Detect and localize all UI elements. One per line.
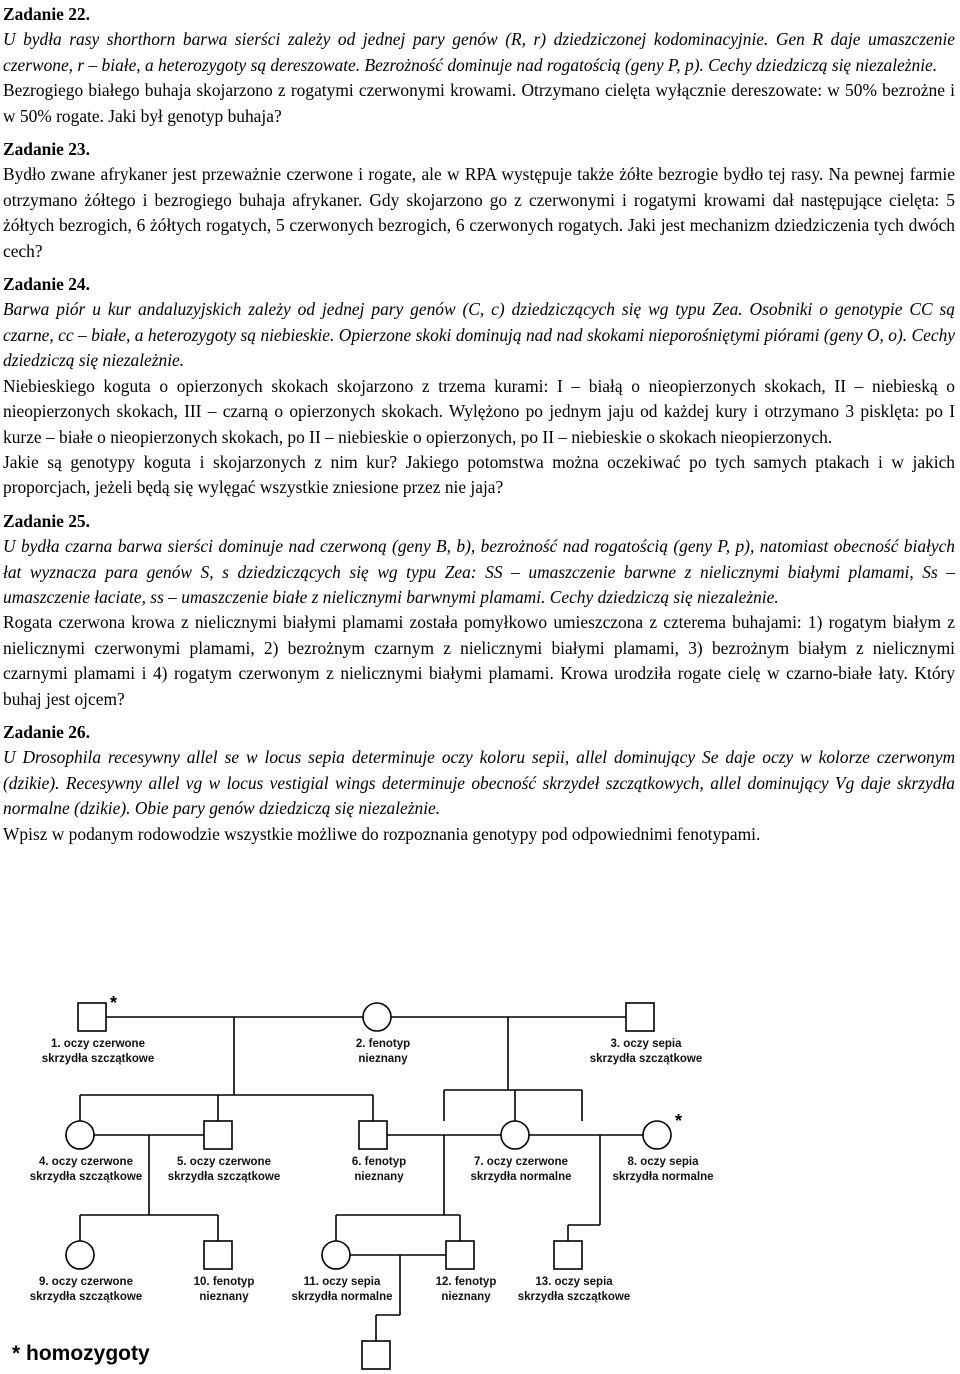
pedigree-label-line1: 9. oczy czerwone	[39, 1276, 133, 1288]
pedigree-label-line1: 7. oczy czerwone	[474, 1156, 568, 1168]
task-intro-paragraph: U bydła rasy shorthorn barwa sierści zależy od jednej pary genów (R, r) dziedziczonej kodominacyjnie. Gen R daje umaszczenie czerwone, r – białe, a heterozygoty są dereszowate. Bezrożność dominuje nad rogatością (geny P, p). Cechy dziedziczą się niezależnie.	[3, 29, 955, 75]
pedigree-individual-8	[643, 1121, 671, 1149]
pedigree-label-line1: 2. fenotyp	[355, 1038, 411, 1050]
pedigree-individual-2	[363, 1003, 391, 1031]
task-title: Zadanie 26.	[3, 721, 90, 742]
pedigree-label-line1: 4. oczy czerwone	[39, 1156, 133, 1168]
pedigree-individual-4	[66, 1121, 94, 1149]
pedigree-individual-13	[554, 1241, 582, 1269]
pedigree-individual-10	[204, 1241, 232, 1269]
pedigree-label-line1: 6. fenotyp	[351, 1156, 407, 1168]
pedigree-label-line1: 11. oczy sepia	[303, 1276, 381, 1288]
pedigree-label-line2: skrzydła normalne	[612, 1171, 714, 1183]
pedigree-individual-9	[66, 1241, 94, 1269]
task-intro-paragraph: U Drosophila recesywny allel se w locus sepia determinuje oczy koloru sepii, allel dominujący Se daje oczy w kolorze czerwonym (dzikie). Recesywny allel vg w locus vestigial wings determinuje obecność skrzydeł szczątkowych, allel dominujący Vg daje skrzydła normalne (dzikie). Obie pary genów dziedziczą się niezależnie.	[3, 747, 955, 819]
pedigree-individual-5	[204, 1121, 232, 1149]
task-paragraph: Niebieskiego koguta o opierzonych skokach skojarzono z trzema kurami: I – białą o nieopierzonych skokach, II – niebieską o nieopierzonych skokach, III – czarną o opierzonych skokach. Wylężono po jednym jaju od każdej kury i otrzymano 3 pisklęta: po I kurze – białe o nieopierzonych skokach, po II – niebieskie o opierzonych, po II – niebieskie o skokach nieopierzonych.	[3, 375, 955, 447]
pedigree-label-line2: skrzydła szczątkowe	[41, 1053, 155, 1065]
pedigree-label-line2: nieznany	[441, 1291, 491, 1303]
homozygote-marker: *	[110, 993, 118, 1013]
pedigree-label-line2: skrzydła szczątkowe	[167, 1171, 281, 1183]
pedigree-individual-11	[322, 1241, 350, 1269]
task-paragraph: Rogata czerwona krowa z nielicznymi białymi plamami została pomyłkowo umieszczona z czterema buhajami: 1) rogatym białym z nielicznymi czerwonymi plamami, 2) bezrożnym czarnym z nielicznymi białymi plamami, 3) bezrożnym białym z nielicznymi czarnymi plamami i 4) rogatym czerwonym z nielicznymi białymi plamami. Krowa urodziła rogate cielę w czarno-białe łaty. Który buhaj jest ojcem?	[3, 612, 955, 709]
pedigree-label-line1: 10. fenotyp	[193, 1276, 255, 1288]
task-title: Zadanie 25.	[3, 510, 90, 531]
pedigree-label-line1: 12. fenotyp	[435, 1276, 497, 1288]
pedigree-label-line1: 5. oczy czerwone	[177, 1156, 271, 1168]
task-title: Zadanie 23.	[3, 139, 90, 160]
pedigree-individual-1	[78, 1003, 106, 1031]
pedigree-diagram	[0, 955, 960, 1374]
pedigree-label-line2: skrzydła szczątkowe	[29, 1171, 143, 1183]
pedigree-label-line2: nieznany	[199, 1291, 249, 1303]
pedigree-legend: * homozygoty	[12, 1342, 150, 1365]
task-title: Zadanie 22.	[3, 4, 90, 24]
task-intro-paragraph: U bydła czarna barwa sierści dominuje nad czerwoną (geny B, b), bezrożność nad rogatością (geny P, p), natomiast obecność białych łat wyznacza para genów S, s dziedziczących się wg typu Zea: SS – umaszczenie barwne z nielicznymi białymi plamami, Ss – umaszczenie łaciate, ss – umaszczenie białe z nielicznymi barwnymi plamami. Cechy dziedziczą się niezależnie.	[3, 536, 955, 607]
pedigree-individual-6	[359, 1121, 387, 1149]
pedigree-label-line2: skrzydła szczątkowe	[517, 1291, 631, 1303]
pedigree-label-line1: 13. oczy sepia	[535, 1276, 613, 1288]
task-title: Zadanie 24.	[3, 274, 90, 295]
pedigree-label-line2: skrzydła normalne	[470, 1171, 572, 1183]
pedigree-label-line2: nieznany	[358, 1053, 408, 1065]
homozygote-marker: *	[675, 1111, 683, 1131]
pedigree-individual-7	[501, 1121, 529, 1149]
pedigree-label-line2: skrzydła normalne	[291, 1291, 393, 1303]
pedigree-individual-14	[362, 1341, 390, 1369]
pedigree-individual-12	[446, 1241, 474, 1269]
pedigree-label-line2: skrzydła szczątkowe	[29, 1291, 143, 1303]
pedigree-label-line2: nieznany	[354, 1171, 404, 1183]
pedigree-label-line2: skrzydła szczątkowe	[589, 1053, 703, 1065]
pedigree-label-line1: 1. oczy czerwone	[51, 1038, 145, 1050]
task-intro-paragraph: Barwa piór u kur andaluzyjskich zależy od jednej pary genów (C, c) dziedziczących się wg typu Zea. Osobniki o genotypie CC są czarne, cc – białe, a heterozygoty są niebieskie. Opierzone skoki dominują nad nad skokami nieporośniętymi piórami (geny O, o). Cechy dziedziczą się niezależnie.	[3, 299, 955, 371]
pedigree-individual-3	[626, 1003, 654, 1031]
task-paragraph: Wpisz w podanym rodowodzie wszystkie możliwe do rozpoznania genotypy pod odpowiednimi fenotypami.	[3, 823, 761, 844]
pedigree-label-line1: 3. oczy sepia	[610, 1038, 682, 1050]
task-paragraph: Bydło zwane afrykaner jest przeważnie czerwone i rogate, ale w RPA występuje także żółte bezrogie bydło tej rasy. Na pewnej farmie otrzymano żółtego i bezrogiego buhaja afrykaner. Gdy skojarzono go z czerwonymi i rogatymi krowami dał następujące cielęta: 5 żółtych bezrogich, 6 żółtych rogatych, 5 czerwonych bezrogich, 6 czerwonych rogatych. Jaki jest mechanizm dziedziczenia tych dwóch cech?	[3, 164, 955, 261]
task-paragraph: Bezrogiego białego buhaja skojarzono z rogatymi czerwonymi krowami. Otrzymano cielęta wyłącznie dereszowate: w 50% bezrożne i w 50% rogate. Jaki był genotyp buhaja?	[3, 80, 955, 126]
pedigree-label-line1: 8. oczy sepia	[627, 1156, 699, 1168]
document	[3, 0, 955, 847]
task-paragraph: Jakie są genotypy koguta i skojarzonych z nim kur? Jakiego potomstwa można oczekiwać po tych samych ptakach i w jakich proporcjach, jeżeli będą się wylęgać wszystkie zniesione przez nie jaja?	[3, 451, 955, 498]
